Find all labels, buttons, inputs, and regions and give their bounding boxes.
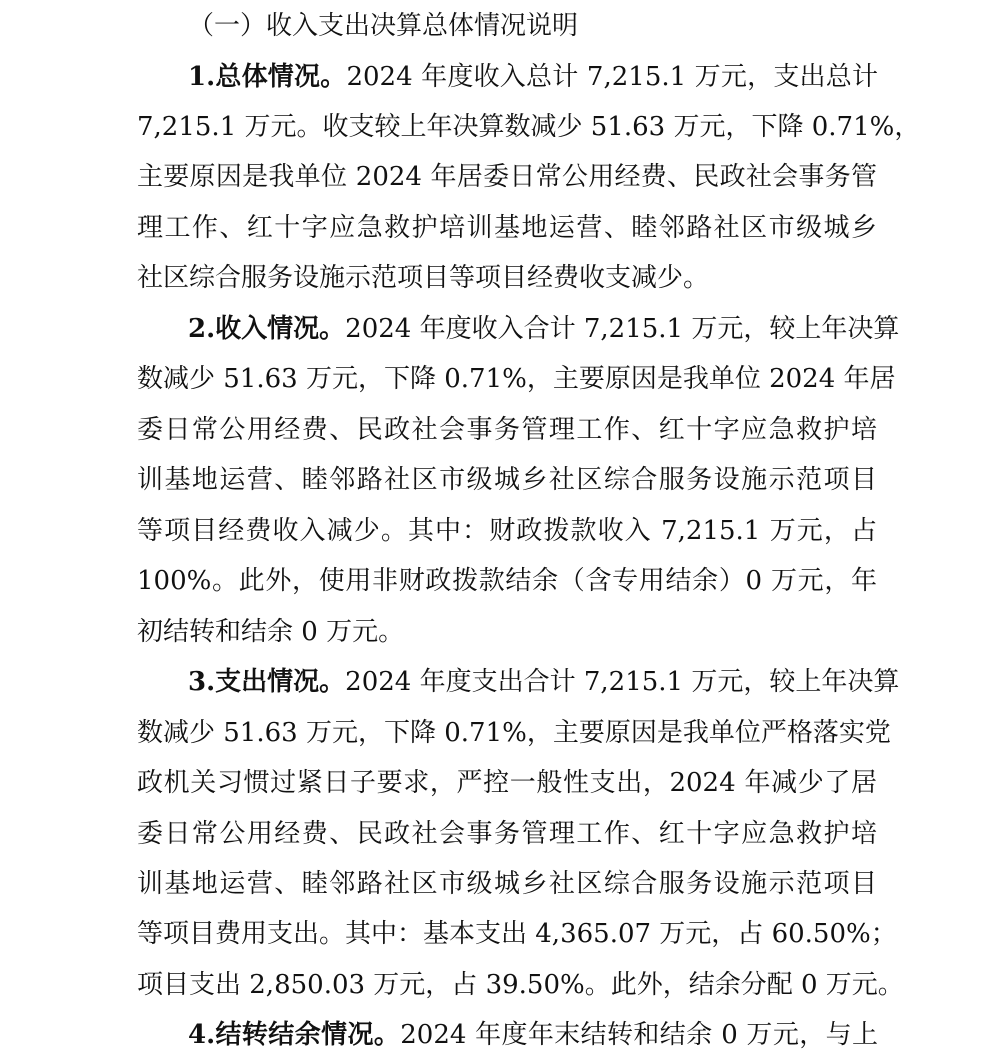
paragraph-overall-line-2: 7,215.1 万元。收支较上年决算数减少 51.63 万元，下降 0.71%， xyxy=(137,112,921,142)
paragraph-overall-line-3: 主要原因是我单位 2024 年居委日常公用经费、民政社会事务管 xyxy=(137,162,877,192)
paragraph-income-line-6: 100%。此外，使用非财政拨款结余（含专用结余）0 万元，年 xyxy=(137,566,877,596)
paragraph-overall-line-1 xyxy=(188,57,878,97)
paragraph-carryover-heading: 4.结转结余情况。 xyxy=(188,1020,401,1050)
paragraph-income-line-3: 委日常公用经费、民政社会事务管理工作、红十字应急救护培 xyxy=(137,415,877,445)
paragraph-overall-heading: 1.总体情况。 xyxy=(188,62,347,92)
paragraph-expenditure-line-4: 委日常公用经费、民政社会事务管理工作、红十字应急救护培 xyxy=(137,819,877,849)
paragraph-overall-line-5: 社区综合服务设施示范项目等项目经费收支减少。 xyxy=(137,263,710,293)
paragraph-expenditure-line-2: 数减少 51.63 万元，下降 0.71%，主要原因是我单位严格落实党 xyxy=(137,718,891,748)
paragraph-expenditure-line-6: 等项目费用支出。其中：基本支出 4,365.07 万元，占 60.50%； xyxy=(137,919,897,949)
paragraph-carryover-text-1: 2024 年度年末结转和结余 0 万元，与上 xyxy=(400,1020,878,1050)
paragraph-expenditure-line-3: 政机关习惯过紧日子要求，严控一般性支出，2024 年减少了居 xyxy=(137,768,877,798)
paragraph-income-heading: 2.收入情况。 xyxy=(188,314,346,344)
paragraph-income-line-2: 数减少 51.63 万元，下降 0.71%，主要原因是我单位 2024 年居 xyxy=(137,364,896,394)
paragraph-expenditure-line-7: 项目支出 2,850.03 万元，占 39.50%。此外，结余分配 0 万元。 xyxy=(137,970,904,1000)
paragraph-income-line-7: 初结转和结余 0 万元。 xyxy=(137,617,405,647)
paragraph-income-line-4: 训基地运营、睦邻路社区市级城乡社区综合服务设施示范项目 xyxy=(137,465,877,495)
paragraph-income-line-1 xyxy=(188,309,900,349)
section-title: （一）收入支出决算总体情况说明 xyxy=(188,11,579,41)
paragraph-overall-text-1: 2024 年度收入总计 7,215.1 万元，支出总计 xyxy=(346,62,878,92)
paragraph-income-text-1: 2024 年度收入合计 7,215.1 万元，较上年决算 xyxy=(345,314,900,344)
paragraph-carryover-line-1 xyxy=(188,1015,878,1055)
paragraph-expenditure-heading: 3.支出情况。 xyxy=(188,667,346,697)
paragraph-expenditure-line-5: 训基地运营、睦邻路社区市级城乡社区综合服务设施示范项目 xyxy=(137,869,877,899)
paragraph-overall-line-4: 理工作、红十字应急救护培训基地运营、睦邻路社区市级城乡 xyxy=(137,213,877,243)
paragraph-expenditure-text-1: 2024 年度支出合计 7,215.1 万元，较上年决算 xyxy=(345,667,900,697)
paragraph-income-line-5: 等项目经费收入减少。其中：财政拨款收入 7,215.1 万元，占 xyxy=(137,516,877,546)
paragraph-expenditure-line-1 xyxy=(188,662,900,702)
